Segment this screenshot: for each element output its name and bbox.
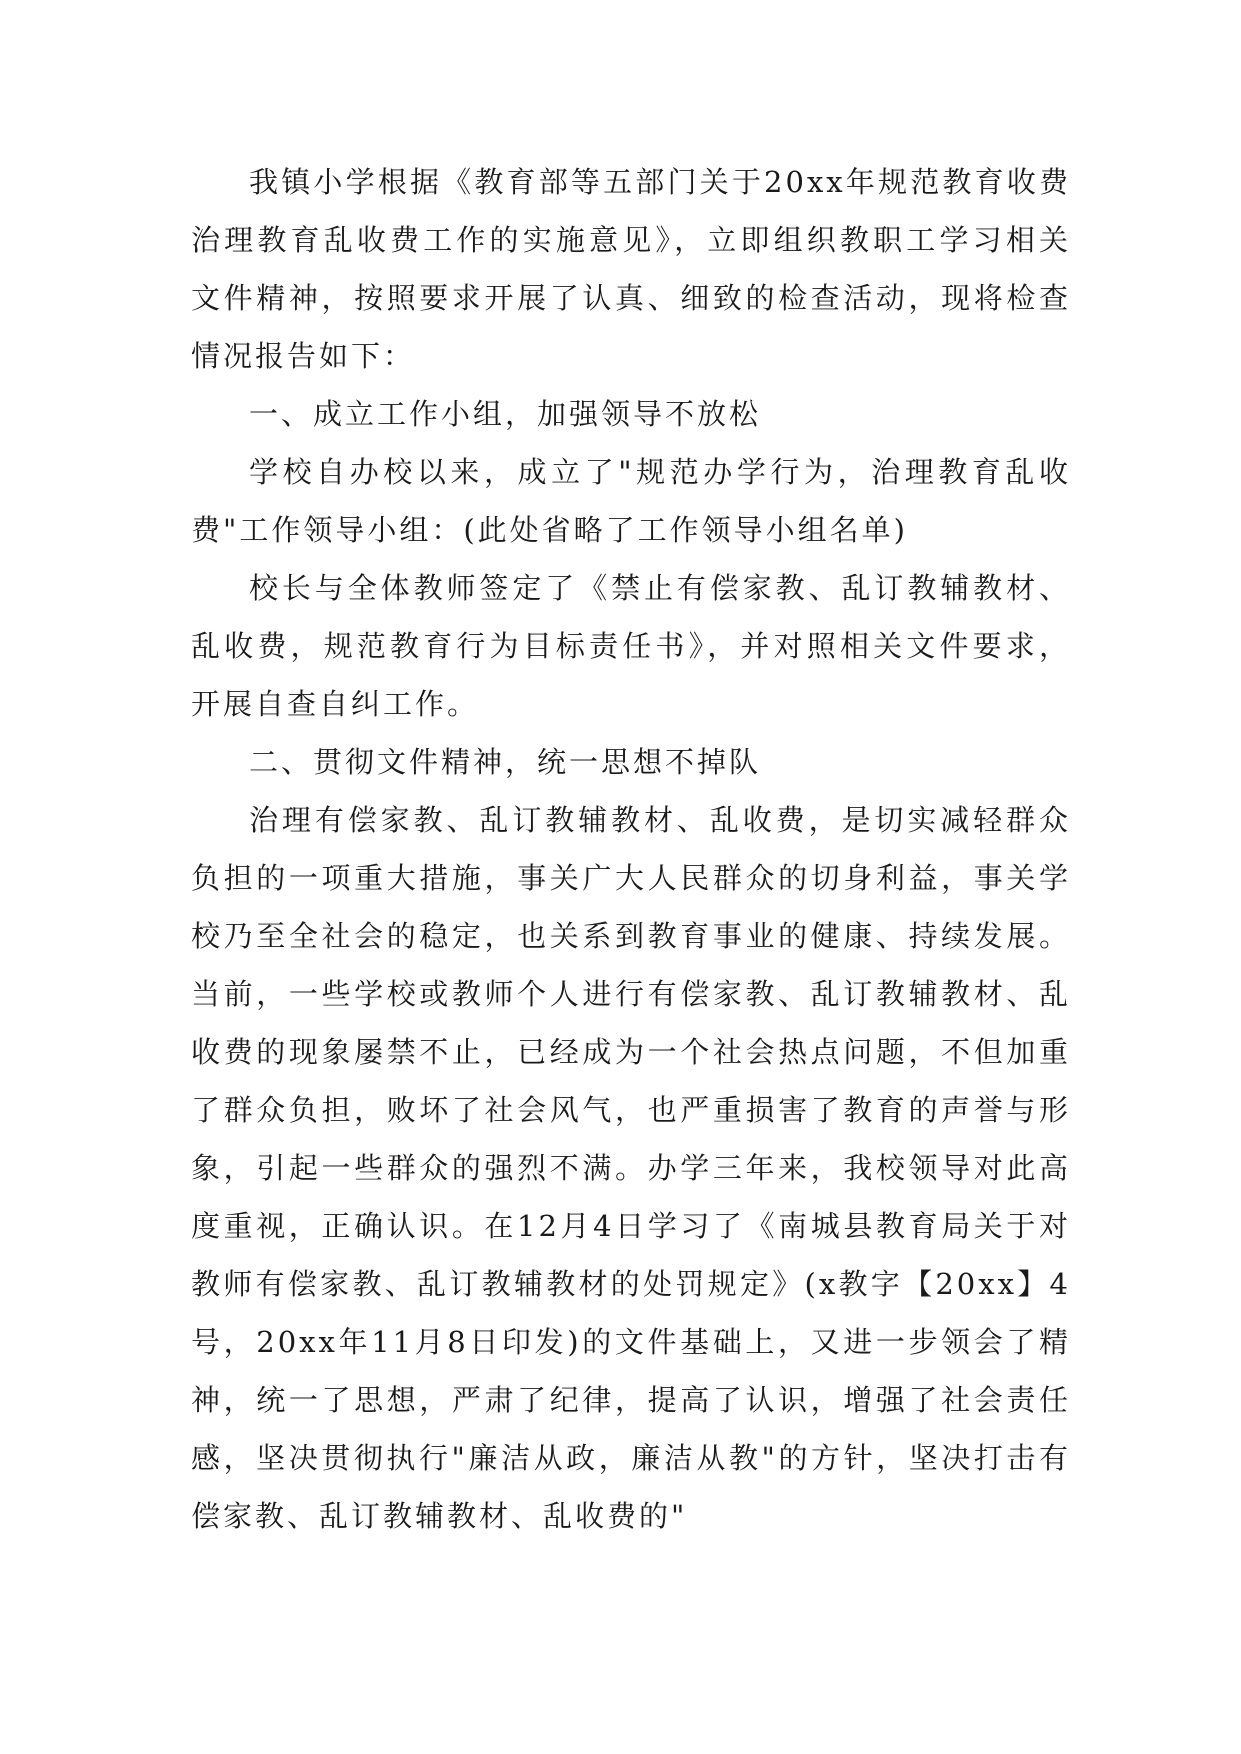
section-2-paragraph-1: 治理有偿家教、乱订教辅教材、乱收费，是切实减轻群众负担的一项重大措施，事关广大人民群众的切身利益，事关学校乃至全社会的稳定，也关系到教育事业的健康、持续发展。当前，一些学校或教师个人进行有偿家教、乱订教辅教材、乱收费的现象屡禁不止，已经成为一个社会热点问题，不但加重了群众负担，败坏了社会风气，也严重损害了教育的声誉与形象，引起一些群众的强烈不满。办学三年来，我校领导对此高度重视，正确认识。在12月4日学习了《南城县教育局关于对教师有偿家教、乱订教辅教材的处罚规定》(x教字【20xx】4号，20xx年11月8日印发)的文件基础上，又进一步领会了精神，统一了思想，严肃了纪律，提高了认识，增强了社会责任感，坚决贯彻执行"廉洁从政，廉洁从教"的方针，坚决打击有偿家教、乱订教辅教材、乱收费的": [191, 803, 1071, 1533]
intro-paragraph: 我镇小学根据《教育部等五部门关于20xx年规范教育收费治理教育乱收费工作的实施意见》，立即组织教职工学习相关文件精神，按照要求开展了认真、细致的检查活动，现将检查情况报告如下：: [191, 165, 1071, 373]
document-body: [191, 153, 1071, 1545]
section-heading-1: 一、成立工作小组，加强领导不放松: [249, 397, 762, 431]
section-1-paragraph-2: 校长与全体教师签定了《禁止有偿家教、乱订教辅教材、乱收费，规范教育行为目标责任书》，并对照相关文件要求，开展自查自纠工作。: [191, 571, 1071, 721]
section-1-paragraph-1: 学校自办校以来，成立了"规范办学行为，治理教育乱收费"工作领导小组：(此处省略了工作领导小组名单): [191, 455, 1071, 547]
section-heading-2: 二、贯彻文件精神，统一思想不掉队: [249, 745, 762, 779]
